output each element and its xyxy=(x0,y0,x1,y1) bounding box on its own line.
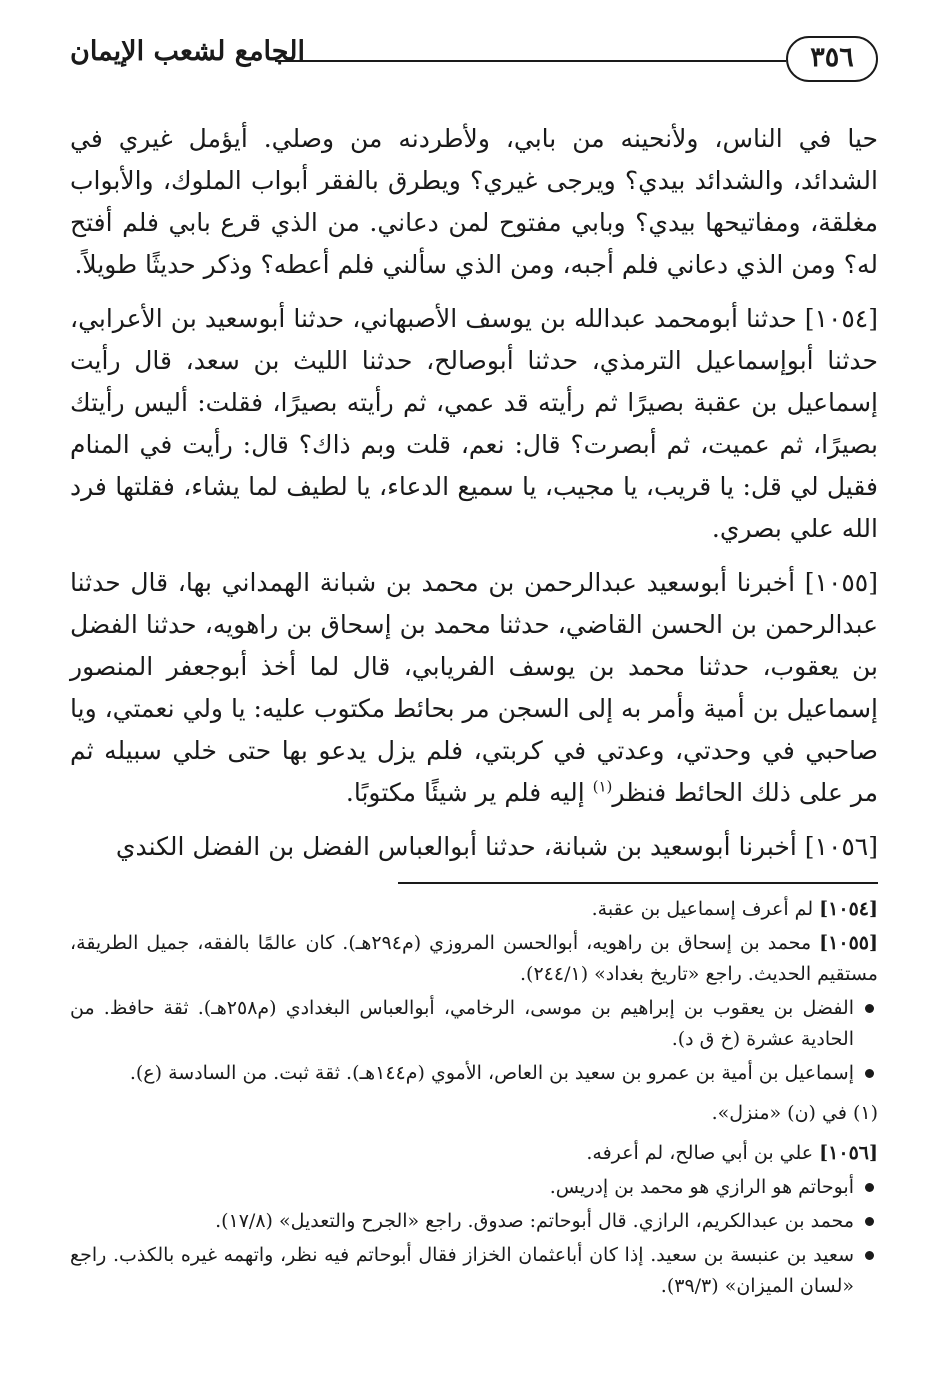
hadith-number: [١٠٥٤] xyxy=(804,304,878,333)
footnote-text: لم أعرف إسماعيل بن عقبة. xyxy=(591,898,814,920)
footnote-number: [١٠٥٥] xyxy=(819,932,878,954)
footnote-text: علي بن أبي صالح، لم أعرفه. xyxy=(586,1142,814,1164)
footnote-1056 xyxy=(70,1138,878,1169)
bullet-icon xyxy=(865,1183,874,1192)
header-rule xyxy=(275,60,786,62)
footnote-bullet xyxy=(70,1058,878,1089)
paragraph-text: حيا في الناس، ولأنحينه من بابي، ولأطردنه من وصلي. أيؤمل غيري في الشدائد، والشدائد بيدي؟ ويرجى غيري؟ ويطرق بالفقر أبواب الملوك، والأبواب مغلقة، ومفاتيحها بيدي؟ وبابي مفتوح لمن دعاني. من الذي قرع بابي فلم أفتح له؟ ومن الذي دعاني فلم أجبه، ومن الذي سألني فلم أعطه؟ وذكر حديثًا طويلاً. xyxy=(70,124,878,279)
bullet-text: الفضل بن يعقوب بن إبراهيم بن موسى، الرخامي، أبوالعباس البغدادي (م٢٥٨هـ). ثقة حافظ. من الحادية عشرة (خ ق د). xyxy=(70,997,854,1050)
bullet-icon xyxy=(865,1251,874,1260)
bullet-icon xyxy=(865,1217,874,1226)
paragraph-text: إليه فلم ير شيئًا مكتوبًا. xyxy=(345,778,585,807)
footnote-bullet xyxy=(70,1172,878,1203)
footnotes xyxy=(70,894,878,1302)
footnote-text: (١) في (ن) «منزل». xyxy=(711,1102,878,1124)
paragraph-hadith-1056 xyxy=(70,826,878,868)
paragraph-hadith-1055 xyxy=(70,562,878,814)
hadith-number: [١٠٥٥] xyxy=(804,568,878,597)
bullet-icon xyxy=(865,1069,874,1078)
footnote-number: [١٠٥٦] xyxy=(819,1142,878,1164)
bullet-text: سعيد بن عنبسة بن سعيد. إذا كان أباعثمان الخزاز فقال أبوحاتم فيه نظر، واتهمه غيره بالكذب. راجع «لسان الميزان» (٣٩/٣). xyxy=(70,1244,854,1297)
bullet-text: محمد بن عبدالكريم، الرازي. قال أبوحاتم: صدوق. راجع «الجرح والتعديل» (١٧/٨). xyxy=(215,1210,854,1232)
book-title: الجامع لشعب الإيمان xyxy=(70,36,305,67)
bullet-icon xyxy=(865,1004,874,1013)
bullet-text: أبوحاتم هو الرازي هو محمد بن إدريس. xyxy=(549,1176,854,1198)
footnote-1054 xyxy=(70,894,878,925)
book-page xyxy=(70,28,878,1305)
page-header xyxy=(70,28,878,92)
footnote-bullet xyxy=(70,1240,878,1302)
paragraph-continuation xyxy=(70,118,878,286)
footnote-note-1 xyxy=(70,1098,878,1129)
hadith-number: [١٠٥٦] xyxy=(804,832,878,861)
footnote-reference: (١) xyxy=(592,777,613,796)
footnote-number: [١٠٥٤] xyxy=(819,898,878,920)
main-text xyxy=(70,118,878,868)
paragraph-text: حدثنا أبومحمد عبدالله بن يوسف الأصبهاني، حدثنا أبوسعيد بن الأعرابي، حدثنا أبوإسماعيل الترمذي، حدثنا أبوصالح، حدثنا الليث بن سعد، قال رأيت إسماعيل بن عقبة بصيرًا ثم رأيته قد عمي، ثم رأيته بصيرًا، فقلت: أليس رأيتك بصيرًا، ثم عميت، ثم أبصرت؟ قال: نعم، قلت وبم ذاك؟ قال: رأيت في المنام فقيل لي قل: يا قريب، يا مجيب، يا سميع الدعاء، يا لطيف لما يشاء، فقلتها فرد الله علي بصري. xyxy=(70,304,878,543)
bullet-text: إسماعيل بن أمية بن عمرو بن سعيد بن العاص، الأموي (م١٤٤هـ). ثقة ثبت. من السادسة (ع). xyxy=(129,1062,854,1084)
paragraph-hadith-1054 xyxy=(70,298,878,550)
footnote-1055 xyxy=(70,928,878,990)
footnote-bullet xyxy=(70,993,878,1055)
paragraph-text: أخبرنا أبوسعيد عبدالرحمن بن محمد بن شبانة الهمداني بها، قال حدثنا عبدالرحمن بن الحسن القاضي، حدثنا محمد بن إسحاق بن راهويه، حدثنا الفضل بن يعقوب، حدثنا محمد بن يوسف الفريابي، قال لما أخذ أبوجعفر المنصور إسماعيل بن أمية وأمر به إلى السجن مر بحائط مكتوب عليه: يا ولي نعمتي، ويا صاحبي في وحدتي، وعدتي في كربتي، فلم يزل يدعو بها حتى خلي سبيله ثم مر على ذلك الحائط فنظر xyxy=(70,568,878,807)
footnote-text: محمد بن إسحاق بن راهويه، أبوالحسن المروزي (م٢٩٤هـ). كان عالمًا بالفقه، جميل الطريقة، مستقيم الحديث. راجع «تاريخ بغداد» (٢٤٤/١). xyxy=(70,932,878,985)
page-number: ٣٥٦ xyxy=(786,36,878,82)
footnote-bullet xyxy=(70,1206,878,1237)
footnote-rule xyxy=(398,882,878,884)
paragraph-text: أخبرنا أبوسعيد بن شبانة، حدثنا أبوالعباس الفضل بن الفضل الكندي xyxy=(115,832,797,861)
